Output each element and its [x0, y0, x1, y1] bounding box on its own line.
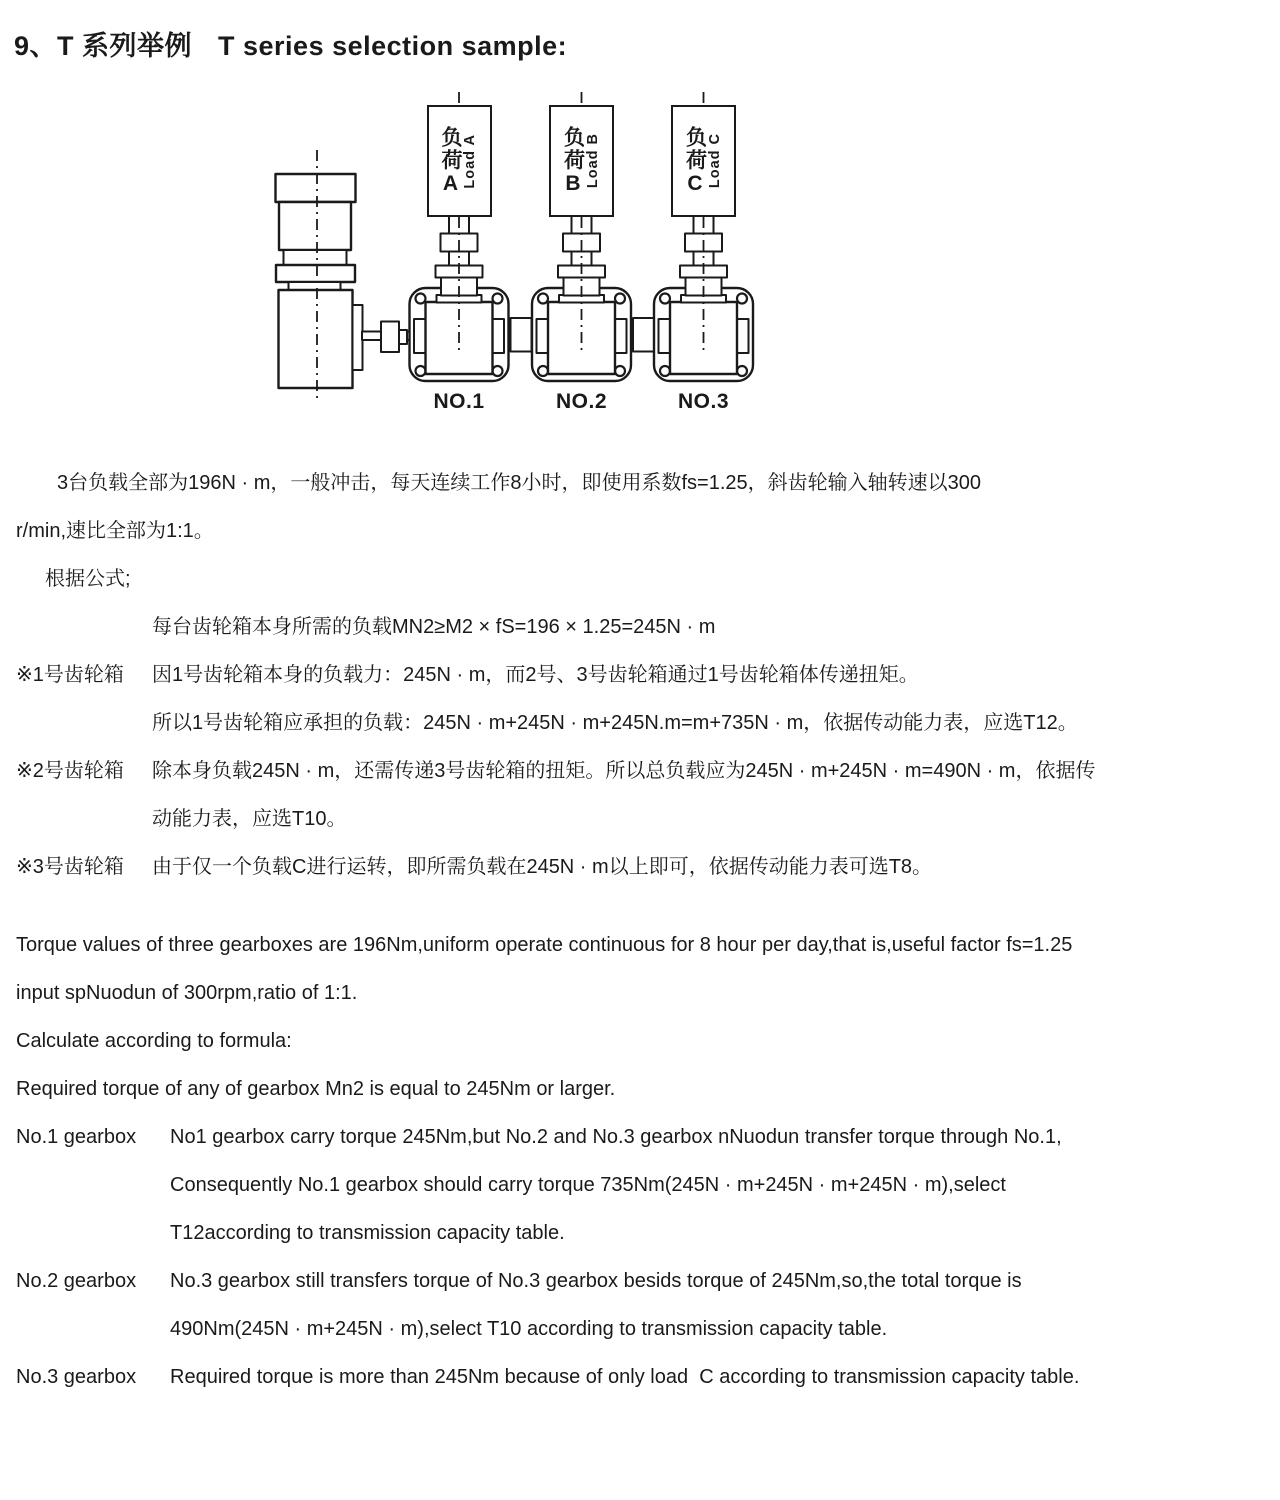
zh-paragraph-line: 根据公式; [45, 568, 131, 590]
zh-gearbox1-line2: 所以1号齿轮箱应承担的负载：245N · m+245N · m+245N.m=m+735N · m，依据传动能力表，应选T12。 [152, 712, 1078, 734]
zh-paragraph-line: 3台负载全部为196N · m，一般冲击，每天连续工作8小时，即使用系数fs=1.25，斜齿轮输入轴转速以300 [57, 472, 982, 494]
load-block-b [549, 105, 614, 217]
en-paragraph-line: input spNuodun of 300rpm,ratio of 1:1. [16, 982, 358, 1004]
load-c-en-label: Load C [706, 133, 723, 189]
en-gearbox2-line2: 490Nm(245N · m+245N · m),select T10 according to transmission capacity table. [170, 1318, 888, 1340]
load-c-zh-label: 负荷C [683, 125, 707, 197]
en-paragraph-line: Required torque of any of gearbox Mn2 is equal to 245Nm or larger. [16, 1078, 616, 1100]
motor [276, 150, 416, 402]
zh-gearbox2-line: ※2号齿轮箱 除本身负载245N · m，还需传递3号齿轮箱的扭矩。所以总负载应为245N · m+245N · m=490N · m，依据传 [0, 756, 1280, 786]
load-block-a [427, 105, 492, 217]
zh-formula-line: 每台齿轮箱本身所需的负载MN2≥M2 × fS=196 × 1.25=245N · m [152, 616, 716, 638]
gearbox-label-no2: NO.2 [555, 390, 607, 413]
zh-gearbox1-label: ※1号齿轮箱 [16, 664, 124, 686]
zh-gearbox3-line: ※3号齿轮箱 由于仅一个负载C进行运转，即所需负载在245N · m以上即可，依据传动能力表可选T8。 [0, 852, 1280, 882]
en-gearbox1-line: No.1 gearbox No1 gearbox carry torque 245Nm,but No.2 and No.3 gearbox nNuodun transfer torque through No.1, [0, 1122, 1280, 1152]
en-gearbox3-line: No.3 gearbox Required torque is more than 245Nm because of only load C according to transmission capacity table. [0, 1362, 1280, 1392]
en-paragraph-line: Torque values of three gearboxes are 196Nm,uniform operate continuous for 8 hour per day,that is,useful factor fs=1.25 [16, 934, 1073, 956]
load-b-en-label: Load B [584, 133, 601, 189]
page-title-zh: 9、T 系列举例 [14, 31, 193, 61]
zh-gearbox2-line2: 动能力表，应选T10。 [152, 808, 347, 830]
load-block-c [671, 105, 736, 217]
zh-gearbox3-label: ※3号齿轮箱 [16, 856, 124, 878]
load-b-zh-label: 负荷B [561, 125, 585, 197]
gear-train-drawing [0, 0, 1280, 440]
load-a-zh-label: 负荷A [439, 125, 462, 197]
selection-diagram [0, 0, 1280, 440]
zh-paragraph-line: r/min,速比全部为1:1。 [16, 520, 214, 542]
en-gearbox1-line2: Consequently No.1 gearbox should carry torque 735Nm(245N · m+245N · m+245N · m),select [170, 1174, 1006, 1196]
load-a-en-label: Load A [462, 133, 478, 189]
zh-gearbox1-line: ※1号齿轮箱 因1号齿轮箱本身的负载力：245N · m，而2号、3号齿轮箱通过1号齿轮箱体传递扭矩。 [0, 660, 1280, 690]
gearbox-label-no3: NO.3 [677, 390, 729, 413]
en-gearbox1-line3: T12according to transmission capacity table. [170, 1222, 565, 1244]
en-gearbox3-label: No.3 gearbox [16, 1366, 137, 1388]
zh-gearbox2-label: ※2号齿轮箱 [16, 760, 124, 782]
page-title-en: T series selection sample: [218, 31, 568, 61]
en-gearbox1-label: No.1 gearbox [16, 1126, 137, 1148]
en-gearbox2-label: No.2 gearbox [16, 1270, 137, 1292]
en-gearbox2-line: No.2 gearbox No.3 gearbox still transfers torque of No.3 gearbox besids torque of 245Nm,so,the total torque is [0, 1266, 1280, 1296]
gearbox-label-no1: NO.1 [433, 390, 485, 413]
en-paragraph-line: Calculate according to formula: [16, 1030, 292, 1052]
